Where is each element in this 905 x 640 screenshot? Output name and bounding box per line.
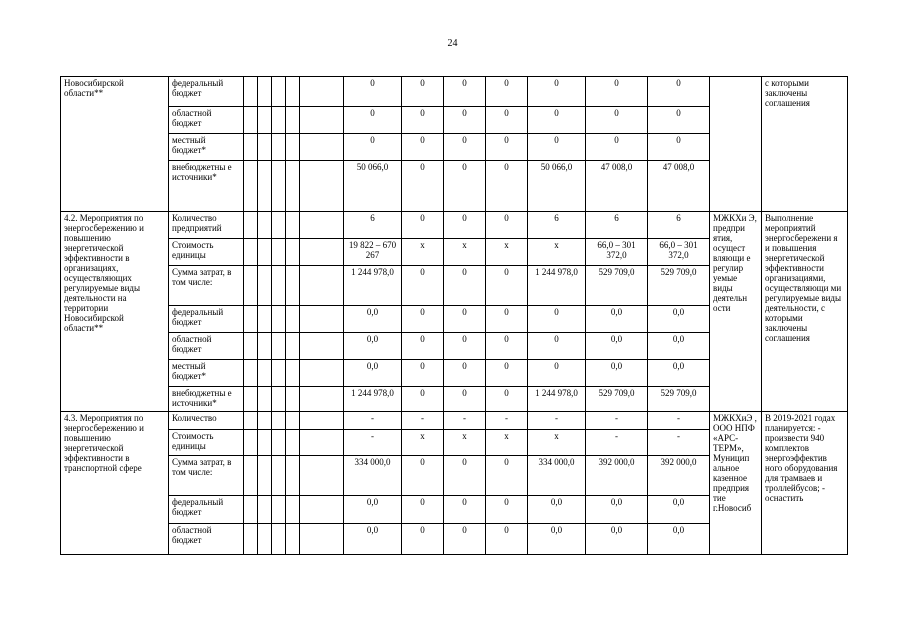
empty-cell	[272, 456, 286, 496]
value-cell: 0	[444, 524, 486, 555]
empty-cell	[258, 77, 272, 107]
empty-cell	[258, 161, 272, 212]
empty-cell	[286, 387, 300, 412]
value-cell: 0	[444, 212, 486, 239]
value-cell: 0	[486, 333, 528, 360]
value-cell: 1 244 978,0	[344, 266, 402, 306]
value-cell: 0	[444, 333, 486, 360]
value-cell: 6	[344, 212, 402, 239]
empty-cell	[244, 430, 258, 456]
empty-cell	[258, 524, 272, 555]
value-cell: 0,0	[648, 306, 710, 333]
value-cell: -	[648, 412, 710, 430]
empty-cell	[244, 161, 258, 212]
empty-cell	[300, 161, 344, 212]
row-label: Стоимость единицы	[169, 239, 244, 266]
value-cell: 529 709,0	[648, 266, 710, 306]
value-cell: 0	[444, 134, 486, 161]
table-row	[61, 77, 848, 107]
value-cell: 0	[648, 134, 710, 161]
row-label: областной бюджет	[169, 107, 244, 134]
empty-cell	[300, 360, 344, 387]
value-cell: 0	[402, 456, 444, 496]
value-cell: 0	[444, 360, 486, 387]
empty-cell	[272, 107, 286, 134]
value-cell: 50 066,0	[344, 161, 402, 212]
empty-cell	[286, 524, 300, 555]
value-cell: 1 244 978,0	[528, 387, 586, 412]
program-table	[60, 76, 848, 555]
empty-cell	[286, 212, 300, 239]
value-cell: -	[486, 412, 528, 430]
value-cell: -	[402, 412, 444, 430]
empty-cell	[244, 77, 258, 107]
empty-cell	[244, 456, 258, 496]
value-cell: 0	[344, 107, 402, 134]
value-cell: 0	[486, 77, 528, 107]
empty-cell	[300, 306, 344, 333]
value-cell: 0	[486, 161, 528, 212]
empty-cell	[244, 524, 258, 555]
value-cell: 0,0	[648, 496, 710, 524]
empty-cell	[244, 266, 258, 306]
executor-cell: МЖКХиЭ , ООО НПФ «АРС-ТЕРМ», Муницип альное казенное предприя тие г.Новосиб	[710, 412, 762, 555]
value-cell: 0	[402, 387, 444, 412]
value-cell: 0	[402, 77, 444, 107]
empty-cell	[272, 306, 286, 333]
empty-cell	[300, 107, 344, 134]
value-cell: 0,0	[586, 524, 648, 555]
value-cell: 0,0	[344, 306, 402, 333]
empty-cell	[286, 161, 300, 212]
empty-cell	[272, 134, 286, 161]
value-cell: 0	[486, 496, 528, 524]
empty-cell	[286, 496, 300, 524]
value-cell: 0	[402, 107, 444, 134]
value-cell: -	[344, 430, 402, 456]
value-cell: 6	[528, 212, 586, 239]
empty-cell	[258, 239, 272, 266]
empty-cell	[286, 333, 300, 360]
empty-cell	[272, 212, 286, 239]
value-cell: 47 008,0	[648, 161, 710, 212]
empty-cell	[272, 266, 286, 306]
value-cell: 0	[486, 456, 528, 496]
value-cell: 0	[402, 266, 444, 306]
page-number: 24	[447, 38, 458, 49]
value-cell: -	[586, 430, 648, 456]
empty-cell	[258, 212, 272, 239]
value-cell: 0	[444, 266, 486, 306]
empty-cell	[272, 496, 286, 524]
empty-cell	[272, 430, 286, 456]
value-cell: 0,0	[648, 333, 710, 360]
empty-cell	[272, 161, 286, 212]
row-label: федеральный бюджет	[169, 306, 244, 333]
value-cell: x	[528, 239, 586, 266]
empty-cell	[272, 360, 286, 387]
empty-cell	[244, 134, 258, 161]
row-label: местный бюджет*	[169, 134, 244, 161]
value-cell: 0	[648, 107, 710, 134]
value-cell: 0	[528, 360, 586, 387]
value-cell: 0	[444, 107, 486, 134]
empty-cell	[272, 524, 286, 555]
row-label: Сумма затрат, в том числе:	[169, 456, 244, 496]
value-cell: 0	[444, 77, 486, 107]
value-cell: 0	[528, 306, 586, 333]
empty-cell	[286, 239, 300, 266]
empty-cell	[300, 239, 344, 266]
section-label: 4.2. Мероприятия по энергосбережению и повышению энергетической эффективности в организациях, осуществляющих регулируемые виды деятельности на территории Новосибирской области**	[61, 212, 169, 412]
empty-cell	[286, 430, 300, 456]
value-cell: -	[344, 412, 402, 430]
empty-cell	[258, 412, 272, 430]
value-cell: 0	[528, 333, 586, 360]
executor-cell: МЖКХи Э, предпри ятия, осущест вляющи е регулир уемые виды деятельн ости	[710, 212, 762, 412]
value-cell: 0	[586, 107, 648, 134]
empty-cell	[300, 333, 344, 360]
empty-cell	[272, 239, 286, 266]
empty-cell	[258, 387, 272, 412]
value-cell: 0,0	[586, 306, 648, 333]
value-cell: -	[444, 412, 486, 430]
value-cell: 0	[586, 134, 648, 161]
value-cell: 0,0	[586, 496, 648, 524]
row-label: Сумма затрат, в том числе:	[169, 266, 244, 306]
row-label: Количество предприятий	[169, 212, 244, 239]
empty-cell	[300, 387, 344, 412]
row-label: внебюджетны е источники*	[169, 387, 244, 412]
value-cell: 19 822 – 670 267	[344, 239, 402, 266]
value-cell: 392 000,0	[586, 456, 648, 496]
empty-cell	[244, 387, 258, 412]
value-cell: 6	[648, 212, 710, 239]
value-cell: 0	[486, 107, 528, 134]
value-cell: 0	[648, 77, 710, 107]
value-cell: 0	[402, 161, 444, 212]
empty-cell	[286, 412, 300, 430]
value-cell: 334 000,0	[344, 456, 402, 496]
value-cell: 0,0	[528, 496, 586, 524]
value-cell: 529 709,0	[648, 387, 710, 412]
value-cell: 0,0	[648, 360, 710, 387]
result-cell: В 2019-2021 годах планируется: - произвести 940 комплектов энергоэффектив ного оборудования для трамваев и троллейбусов; - оснастить	[762, 412, 848, 555]
value-cell: 47 008,0	[586, 161, 648, 212]
empty-cell	[258, 134, 272, 161]
value-cell: 0	[528, 134, 586, 161]
value-cell: 0,0	[586, 360, 648, 387]
empty-cell	[272, 387, 286, 412]
section-label: Новосибирской области**	[61, 77, 169, 212]
empty-cell	[244, 496, 258, 524]
value-cell: 0,0	[344, 360, 402, 387]
value-cell: -	[528, 412, 586, 430]
value-cell: 0	[444, 161, 486, 212]
empty-cell	[272, 77, 286, 107]
empty-cell	[286, 77, 300, 107]
empty-cell	[258, 456, 272, 496]
empty-cell	[300, 496, 344, 524]
empty-cell	[286, 306, 300, 333]
empty-cell	[244, 212, 258, 239]
value-cell: 66,0 – 301 372,0	[648, 239, 710, 266]
value-cell: x	[444, 430, 486, 456]
value-cell: 1 244 978,0	[528, 266, 586, 306]
empty-cell	[300, 77, 344, 107]
empty-cell	[244, 107, 258, 134]
section-label: 4.3. Мероприятия по энергосбережению и повышению энергетической эффективности в транспортной сфере	[61, 412, 169, 555]
value-cell: 0	[402, 360, 444, 387]
value-cell: 0	[528, 107, 586, 134]
value-cell: x	[402, 430, 444, 456]
value-cell: 0	[444, 456, 486, 496]
empty-cell	[244, 412, 258, 430]
value-cell: 0,0	[344, 333, 402, 360]
value-cell: x	[402, 239, 444, 266]
value-cell: x	[486, 430, 528, 456]
value-cell: x	[486, 239, 528, 266]
value-cell: 6	[586, 212, 648, 239]
value-cell: 0	[402, 306, 444, 333]
value-cell: 0	[402, 134, 444, 161]
empty-cell	[258, 306, 272, 333]
empty-cell	[258, 360, 272, 387]
value-cell: 0	[344, 77, 402, 107]
value-cell: 0	[402, 496, 444, 524]
empty-cell	[272, 333, 286, 360]
empty-cell	[286, 266, 300, 306]
empty-cell	[244, 333, 258, 360]
empty-cell	[258, 430, 272, 456]
value-cell: 50 066,0	[528, 161, 586, 212]
row-label: областной бюджет	[169, 333, 244, 360]
value-cell: 0	[402, 212, 444, 239]
value-cell: 0	[486, 266, 528, 306]
value-cell: 0	[486, 306, 528, 333]
value-cell: 0,0	[528, 524, 586, 555]
result-cell: Выполнение мероприятий энергосбережени я и повышения энергетической эффективности организациями, осуществляющи ми регулируемые виды деятельности, с которыми заключены соглашения	[762, 212, 848, 412]
empty-cell	[300, 524, 344, 555]
empty-cell	[300, 456, 344, 496]
value-cell: 1 244 978,0	[344, 387, 402, 412]
value-cell: 334 000,0	[528, 456, 586, 496]
value-cell: 0	[486, 212, 528, 239]
value-cell: 0	[444, 496, 486, 524]
row-label: Количество	[169, 412, 244, 430]
value-cell: 0,0	[586, 333, 648, 360]
value-cell: 0	[344, 134, 402, 161]
note-cell: с которыми заключены соглашения	[762, 77, 848, 212]
value-cell: 0	[444, 306, 486, 333]
empty-cell	[286, 107, 300, 134]
row-label: федеральный бюджет	[169, 77, 244, 107]
row-label: областной бюджет	[169, 524, 244, 555]
value-cell: -	[648, 430, 710, 456]
empty-cell	[286, 134, 300, 161]
empty-cell	[300, 212, 344, 239]
value-cell: -	[586, 412, 648, 430]
table-row	[61, 212, 848, 239]
empty-cell	[244, 306, 258, 333]
value-cell: 0	[444, 387, 486, 412]
empty-cell	[258, 333, 272, 360]
value-cell: 66,0 – 301 372,0	[586, 239, 648, 266]
executor-cell	[710, 77, 762, 212]
value-cell: 0,0	[648, 524, 710, 555]
empty-cell	[286, 360, 300, 387]
value-cell: 0	[486, 524, 528, 555]
empty-cell	[244, 239, 258, 266]
empty-cell	[272, 412, 286, 430]
value-cell: 0,0	[344, 496, 402, 524]
empty-cell	[258, 107, 272, 134]
value-cell: 0	[486, 387, 528, 412]
value-cell: 0	[586, 77, 648, 107]
value-cell: 0	[486, 360, 528, 387]
empty-cell	[286, 456, 300, 496]
empty-cell	[300, 412, 344, 430]
value-cell: 0	[402, 524, 444, 555]
value-cell: 0,0	[344, 524, 402, 555]
value-cell: x	[528, 430, 586, 456]
value-cell: 0	[402, 333, 444, 360]
empty-cell	[300, 266, 344, 306]
value-cell: 529 709,0	[586, 387, 648, 412]
value-cell: 0	[528, 77, 586, 107]
row-label: внебюджетны е источники*	[169, 161, 244, 212]
empty-cell	[258, 496, 272, 524]
empty-cell	[300, 430, 344, 456]
row-label: местный бюджет*	[169, 360, 244, 387]
value-cell: x	[444, 239, 486, 266]
empty-cell	[244, 360, 258, 387]
value-cell: 392 000,0	[648, 456, 710, 496]
value-cell: 0	[486, 134, 528, 161]
row-label: Стоимость единицы	[169, 430, 244, 456]
empty-cell	[258, 266, 272, 306]
empty-cell	[300, 134, 344, 161]
table-row	[61, 412, 848, 430]
row-label: федеральный бюджет	[169, 496, 244, 524]
value-cell: 529 709,0	[586, 266, 648, 306]
